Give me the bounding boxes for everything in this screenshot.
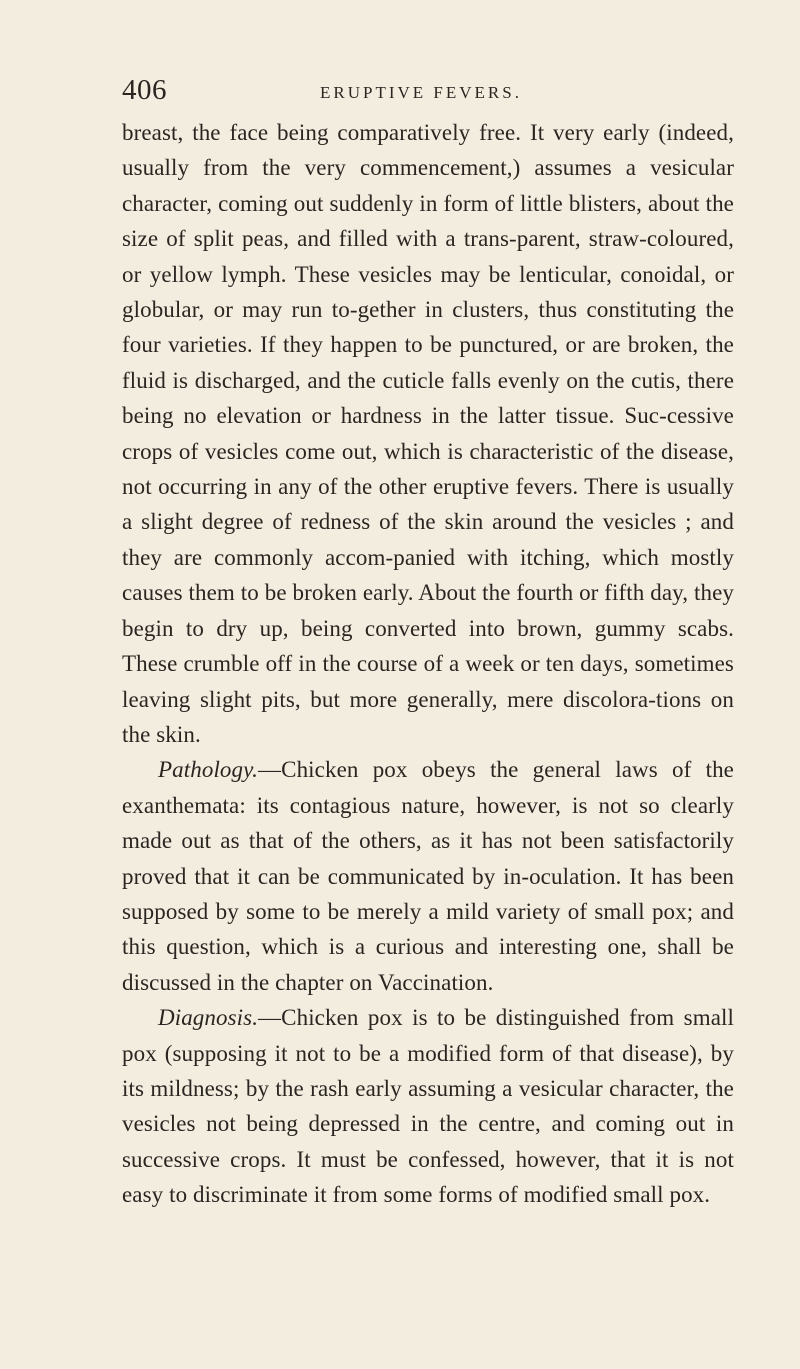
paragraph-pathology xyxy=(122,752,734,1000)
page-number: 406 xyxy=(122,74,167,106)
page-body xyxy=(122,115,734,1213)
paragraph-text: breast, the face being comparatively free. It very early (indeed, usually from the very commencement,) assumes a vesicular character, coming out suddenly in form of little blisters, about the size of split peas, and filled with a trans-parent, straw-coloured, or yellow lymph. These vesicles may be lenticular, conoidal, or globular, or may run to-gether in clusters, thus constituting the four varieties. If they happen to be punctured, or are broken, the fluid is discharged, and the cuticle falls evenly on the cutis, there being no elevation or hardness in the latter tissue. Suc-cessive crops of vesicles come out, which is characteristic of the disease, not occurring in any of the other eruptive fevers. There is usually a slight degree of redness of the skin around the vesicles ; and they are commonly accom-panied with itching, which mostly causes them to be broken early. About the fourth or fifth day, they begin to dry up, being converted into brown, gummy scabs. These crumble off in the course of a week or ten days, sometimes leaving slight pits, but more generally, mere discolora-tions on the skin. xyxy=(122,120,734,747)
paragraph-text: —Chicken pox obeys the general laws of the exanthemata: its contagious nature, however, is not so clearly made out as that of the others, as it has not been satisfactorily proved that it can be communicated by in-oculation. It has been supposed by some to be merely a mild variety of small pox; and this question, which is a curious and interesting one, shall be discussed in the chapter on Vaccination. xyxy=(122,757,734,995)
page-header xyxy=(122,72,732,112)
running-head: ERUPTIVE FEVERS. xyxy=(320,83,522,102)
section-heading-diagnosis: Diagnosis. xyxy=(158,1005,259,1031)
paragraph-text: —Chicken pox is to be distinguished from small pox (supposing it not to be a modified form of that disease), by its mildness; by the rash early assuming a vesicular character, the vesicles not being depressed in the centre, and coming out in successive crops. It must be confessed, however, that it is not easy to discriminate it from some forms of modified small pox. xyxy=(122,1005,734,1208)
section-heading-pathology: Pathology. xyxy=(158,757,259,783)
paragraph-diagnosis xyxy=(122,1000,734,1212)
paragraph-description xyxy=(122,115,734,752)
